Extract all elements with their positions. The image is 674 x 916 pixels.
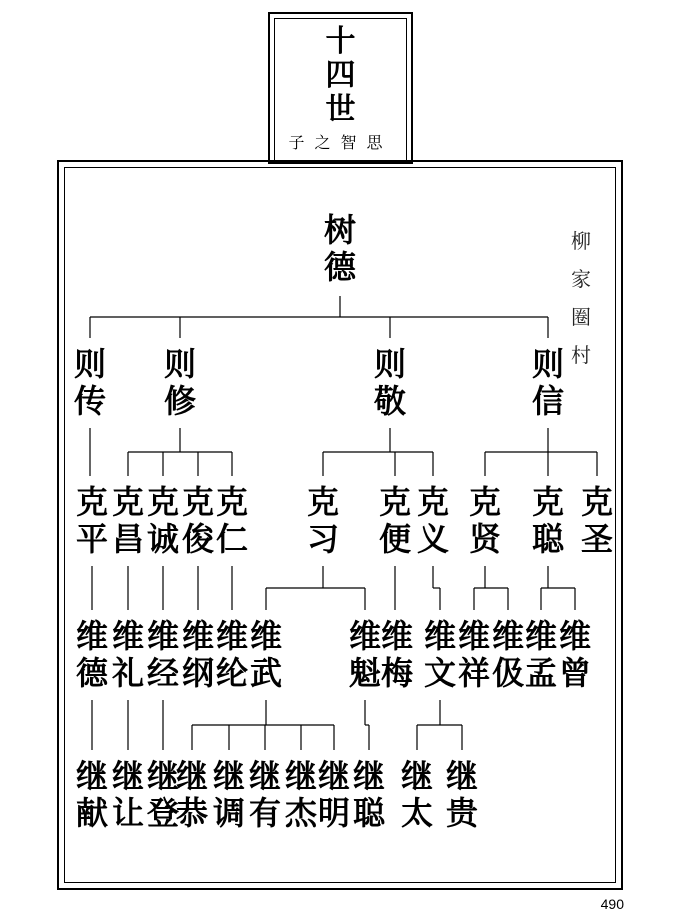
- person-name-char: 调: [212, 794, 245, 832]
- person-weide: [72, 618, 112, 692]
- person-name-char: 继: [352, 757, 385, 795]
- person-name-char: 纶: [215, 654, 248, 692]
- person-name-char: 继: [175, 757, 208, 795]
- person-name-char: 贤: [468, 520, 501, 558]
- person-name-char: 明: [317, 794, 350, 832]
- person-name-char: 有: [248, 794, 281, 832]
- person-name-char: 平: [75, 520, 108, 558]
- generation-char-3: 世: [325, 92, 356, 127]
- person-name-char: 魁: [348, 654, 381, 692]
- person-shude: [320, 212, 360, 286]
- person-name-char: 维: [524, 617, 557, 655]
- person-name-char: 德: [323, 248, 356, 286]
- person-keping: [72, 484, 112, 558]
- person-name-char: 维: [215, 617, 248, 655]
- person-name-char: 克: [580, 483, 613, 521]
- page-number: 490: [600, 896, 624, 912]
- person-name-char: 让: [111, 794, 144, 832]
- person-name-char: 维: [457, 617, 490, 655]
- person-jixian: [72, 758, 112, 832]
- person-name-char: 恭: [175, 794, 208, 832]
- person-jicong: [349, 758, 389, 832]
- person-weili: [108, 618, 148, 692]
- person-kebian: [375, 484, 415, 558]
- person-name-char: 祥: [457, 654, 490, 692]
- person-name-char: 维: [380, 617, 413, 655]
- person-zejing: [370, 346, 410, 420]
- person-name-char: 德: [75, 654, 108, 692]
- person-weimei: [377, 618, 417, 692]
- person-name-char: 克: [215, 483, 248, 521]
- person-name-char: 义: [416, 520, 449, 558]
- generation-char-1: 十: [325, 24, 356, 59]
- person-name-char: 修: [163, 382, 196, 420]
- person-weiwu: [246, 618, 286, 692]
- person-name-char: 便: [378, 520, 411, 558]
- person-name-char: 传: [73, 382, 106, 420]
- person-name-char: 伋: [491, 654, 524, 692]
- person-name-char: 继: [111, 757, 144, 795]
- person-jigui: [442, 758, 482, 832]
- person-name-char: 继: [400, 757, 433, 795]
- person-name-char: 诚: [146, 520, 179, 558]
- person-name-char: 贵: [445, 794, 478, 832]
- person-name-char: 继: [212, 757, 245, 795]
- person-jitai: [397, 758, 437, 832]
- person-name-char: 继: [284, 757, 317, 795]
- person-name-char: 继: [248, 757, 281, 795]
- person-name-char: 登: [146, 794, 179, 832]
- person-jirang: [108, 758, 148, 832]
- person-name-char: 则: [531, 345, 564, 383]
- person-jigong: [172, 758, 212, 832]
- person-name-char: 文: [423, 654, 456, 692]
- person-name-char: 孟: [524, 654, 557, 692]
- person-weizeng: [555, 618, 595, 692]
- place-char: 村: [571, 343, 591, 367]
- person-name-char: 克: [378, 483, 411, 521]
- person-name-char: 圣: [580, 520, 613, 558]
- person-name-char: 维: [348, 617, 381, 655]
- person-name-char: 太: [400, 794, 433, 832]
- person-name-char: 继: [317, 757, 350, 795]
- place-label: [566, 222, 596, 374]
- person-kecheng: [143, 484, 183, 558]
- person-name-char: 俊: [181, 520, 214, 558]
- person-name-char: 仁: [215, 520, 248, 558]
- person-name-char: 则: [163, 345, 196, 383]
- person-jitiao: [209, 758, 249, 832]
- generation-char-2: 四: [325, 58, 356, 93]
- person-zexiu: [160, 346, 200, 420]
- person-name-char: 维: [146, 617, 179, 655]
- person-kesheng: [577, 484, 617, 558]
- person-name-char: 克: [75, 483, 108, 521]
- person-name-char: 树: [323, 211, 356, 249]
- person-keren: [212, 484, 252, 558]
- person-name-char: 献: [75, 794, 108, 832]
- person-jiyou: [245, 758, 285, 832]
- person-name-char: 信: [531, 382, 564, 420]
- person-name-char: 克: [416, 483, 449, 521]
- person-name-char: 曾: [558, 654, 591, 692]
- person-name-char: 礼: [111, 654, 144, 692]
- person-name-char: 维: [111, 617, 144, 655]
- person-name-char: 维: [491, 617, 524, 655]
- person-name-char: 继: [75, 757, 108, 795]
- person-name-char: 则: [373, 345, 406, 383]
- person-kexi: [303, 484, 343, 558]
- person-name-char: 武: [249, 654, 282, 692]
- person-keyi: [413, 484, 453, 558]
- person-kexian: [465, 484, 505, 558]
- person-name-char: 经: [146, 654, 179, 692]
- person-name-char: 克: [181, 483, 214, 521]
- person-kecong: [528, 484, 568, 558]
- person-name-char: 敬: [373, 382, 406, 420]
- place-char: 家: [571, 267, 591, 291]
- person-name-char: 继: [146, 757, 179, 795]
- person-weijing: [143, 618, 183, 692]
- person-name-char: 继: [445, 757, 478, 795]
- person-name-char: 克: [146, 483, 179, 521]
- person-name-char: 克: [111, 483, 144, 521]
- header-subtitle: 子之智思: [288, 133, 393, 152]
- person-name-char: 聪: [531, 520, 564, 558]
- place-char: 柳: [571, 229, 591, 253]
- person-name-char: 克: [306, 483, 339, 521]
- person-name-char: 维: [75, 617, 108, 655]
- person-name-char: 纲: [181, 654, 214, 692]
- person-name-char: 昌: [111, 520, 144, 558]
- person-kechang: [108, 484, 148, 558]
- person-name-char: 克: [531, 483, 564, 521]
- person-zechuan: [70, 346, 110, 420]
- person-jiming: [314, 758, 354, 832]
- person-name-char: 维: [249, 617, 282, 655]
- person-name-char: 则: [73, 345, 106, 383]
- person-name-char: 维: [181, 617, 214, 655]
- person-name-char: 聪: [352, 794, 385, 832]
- person-zexin: [528, 346, 568, 420]
- person-name-char: 习: [306, 520, 339, 558]
- person-name-char: 梅: [380, 654, 413, 692]
- person-name-char: 维: [423, 617, 456, 655]
- person-name-char: 维: [558, 617, 591, 655]
- place-char: 圈: [571, 305, 591, 329]
- person-name-char: 杰: [284, 794, 317, 832]
- person-name-char: 克: [468, 483, 501, 521]
